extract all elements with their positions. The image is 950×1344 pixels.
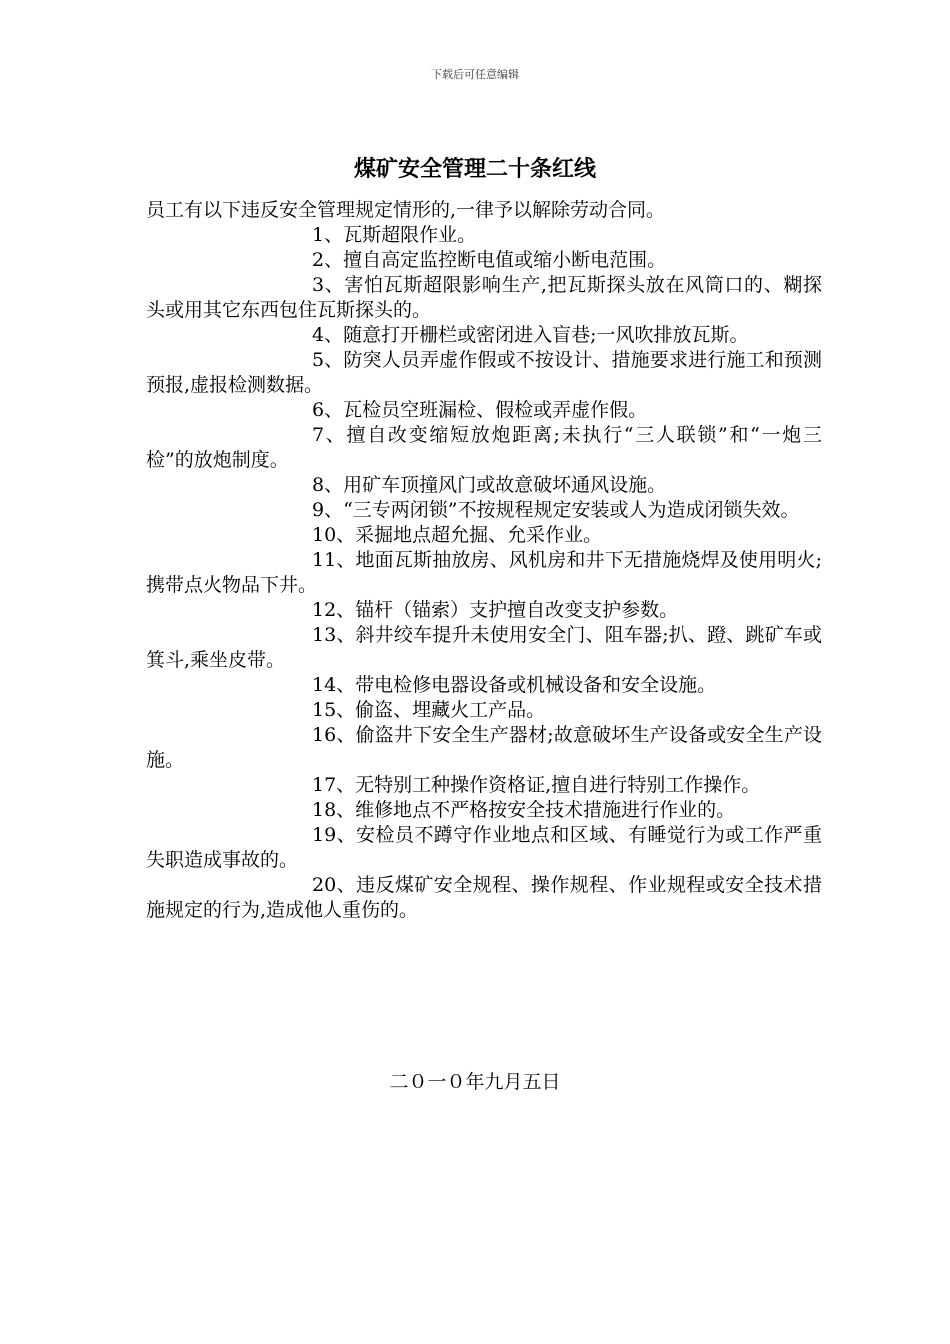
- document-date: 二０一０年九月五日: [389, 1071, 561, 1093]
- header-note: 下载后可任意编辑: [431, 68, 519, 81]
- rule-item-11: 11、地面瓦斯抽放房、风机房和井下无措施烧焊及使用明火;携带点火物品下井。: [146, 549, 822, 596]
- rule-item-2: 2、擅自高定监控断电值或缩小断电范围。: [312, 249, 667, 271]
- intro-paragraph: 员工有以下违反安全管理规定情形的,一律予以解除劳动合同。: [146, 199, 666, 221]
- rule-item-8: 8、用矿车顶撞风门或故意破坏通风设施。: [312, 474, 667, 496]
- rule-item-5: 5、防突人员弄虚作假或不按设计、措施要求进行施工和预测预报,虚报检测数据。: [146, 349, 822, 396]
- rule-item-1: 1、瓦斯超限作业。: [312, 224, 477, 246]
- rule-item-9: 9、“三专两闭锁”不按规程规定安装或人为造成闭锁失效。: [312, 499, 800, 521]
- rule-item-19: 19、安检员不蹲守作业地点和区域、有睡觉行为或工作严重失职造成事故的。: [146, 824, 822, 871]
- rule-item-3: 3、害怕瓦斯超限影响生产,把瓦斯探头放在风筒口的、糊探头或用其它东西包住瓦斯探头的。: [146, 274, 822, 321]
- rule-item-10: 10、采掘地点超允掘、允采作业。: [312, 524, 603, 546]
- rule-item-7: 7、擅自改变缩短放炮距离;未执行“三人联锁”和“一炮三检”的放炮制度。: [146, 424, 822, 471]
- rule-item-4: 4、随意打开栅栏或密闭进入盲巷;一风吹排放瓦斯。: [312, 324, 749, 346]
- rule-item-15: 15、偷盗、埋藏火工产品。: [312, 699, 546, 721]
- rule-item-6: 6、瓦检员空班漏检、假检或弄虚作假。: [312, 399, 648, 421]
- document-body: [146, 198, 822, 923]
- rule-item-18: 18、维修地点不严格按安全技术措施进行作业的。: [312, 799, 736, 821]
- rule-item-14: 14、带电检修电器设备或机械设备和安全设施。: [312, 674, 717, 696]
- rule-item-20: 20、违反煤矿安全规程、操作规程、作业规程或安全技术措施规定的行为,造成他人重伤的。: [146, 874, 822, 921]
- rule-item-17: 17、无特别工种操作资格证,擅自进行特别工作操作。: [312, 774, 761, 796]
- rule-item-13: 13、斜井绞车提升未使用安全门、阻车器;扒、蹬、跳矿车或箕斗,乘坐皮带。: [146, 624, 822, 671]
- page-title: 煤矿安全管理二十条红线: [353, 157, 596, 182]
- rule-item-12: 12、锚杆（锚索）支护擅自改变支护参数。: [312, 599, 679, 621]
- rule-item-16: 16、偷盗井下安全生产器材;故意破坏生产设备或安全生产设施。: [146, 724, 822, 771]
